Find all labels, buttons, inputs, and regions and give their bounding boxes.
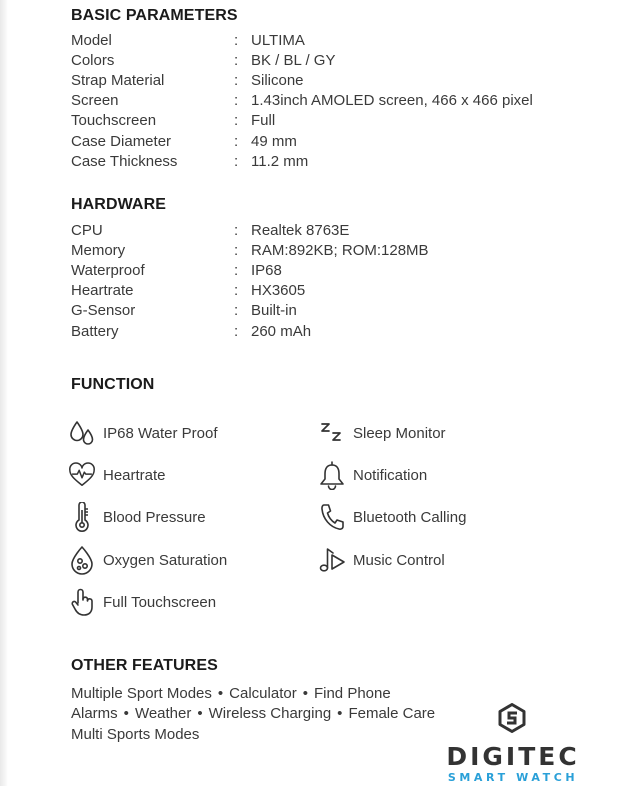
spec-colon: : (234, 322, 239, 340)
spec-row-case-diameter (71, 131, 591, 151)
basic-parameters-heading: BASIC PARAMETERS (71, 7, 238, 24)
feature-text: Weather (134, 705, 192, 723)
other-features-line (71, 683, 435, 704)
function-heading: FUNCTION (71, 376, 155, 393)
spec-colon: : (234, 241, 239, 259)
function-item-full-touchscreen (67, 584, 216, 620)
spec-row-strap-material (71, 70, 591, 90)
bullet-separator: • (123, 705, 129, 723)
bullet-separator: • (337, 705, 343, 723)
spec-row-case-thickness (71, 151, 591, 171)
feature-text: Multiple Sport Modes (71, 684, 212, 702)
spec-value: Silicone (251, 71, 304, 89)
digitec-logo-icon (497, 703, 527, 733)
spec-value: Built-in (251, 302, 297, 320)
function-label: Music Control (353, 551, 445, 569)
oxygen-drop-icon (67, 544, 97, 576)
bullet-separator: • (217, 684, 224, 702)
function-label: Full Touchscreen (103, 593, 217, 611)
other-features-line (71, 724, 435, 745)
spec-row-waterproof (71, 260, 591, 280)
spec-label: Touchscreen (71, 112, 157, 130)
hardware-heading: HARDWARE (71, 196, 167, 213)
function-label: IP68 Water Proof (103, 424, 218, 442)
spec-colon: : (234, 112, 239, 130)
function-item-notification (317, 457, 427, 493)
spec-label: Waterproof (71, 261, 145, 279)
feature-text: Find Phone (313, 684, 391, 702)
spec-value: HX3605 (251, 282, 306, 300)
spec-row-heartrate (71, 281, 591, 301)
hardware-list (71, 220, 591, 341)
bullet-separator: • (197, 705, 203, 723)
function-item-music-control (317, 542, 445, 578)
spec-colon: : (234, 302, 239, 320)
phone-icon (317, 501, 347, 533)
spec-row-screen (71, 91, 591, 111)
brand-tagline: SMART WATCH (447, 771, 579, 784)
spec-value: Realtek 8763E (251, 221, 350, 239)
page-edge-shadow (0, 0, 8, 786)
function-label: Oxygen Saturation (103, 551, 228, 569)
spec-row-colors (71, 50, 591, 70)
brand-name: DIGITEC (446, 742, 580, 771)
spec-label: Strap Material (71, 71, 165, 89)
spec-value: 260 mAh (251, 322, 312, 340)
touch-finger-icon (67, 586, 97, 618)
spec-row-memory (71, 240, 591, 260)
heart-pulse-icon (67, 459, 97, 491)
sleep-zz-icon (317, 417, 347, 449)
function-item-water-proof (67, 415, 218, 451)
spec-label: Screen (71, 92, 119, 110)
spec-label: Battery (71, 322, 119, 340)
other-features-heading: OTHER FEATURES (71, 657, 218, 674)
function-item-oxygen-saturation (67, 542, 227, 578)
spec-label: G-Sensor (71, 302, 136, 320)
spec-value: IP68 (251, 261, 282, 279)
spec-row-cpu (71, 220, 591, 240)
spec-colon: : (234, 282, 239, 300)
feature-text: Alarms (71, 705, 118, 723)
spec-label: CPU (71, 221, 103, 239)
function-item-sleep-monitor (317, 415, 446, 451)
function-label: Blood Pressure (103, 508, 206, 526)
spec-value: ULTIMA (251, 31, 305, 49)
function-item-blood-pressure (67, 499, 206, 535)
other-features-line (71, 704, 435, 725)
basic-parameters-list (71, 30, 591, 171)
function-label: Notification (353, 466, 428, 484)
spec-value: 11.2 mm (251, 152, 309, 170)
spec-colon: : (234, 152, 239, 170)
function-label: Bluetooth Calling (353, 508, 467, 526)
spec-row-g-sensor (71, 301, 591, 321)
spec-row-touchscreen (71, 111, 591, 131)
feature-text: Wireless Charging (208, 705, 332, 723)
spec-value: RAM:892KB; ROM:128MB (251, 241, 429, 259)
spec-value: 1.43inch AMOLED screen, 466 x 466 pixel (251, 92, 533, 110)
spec-value: 49 mm (251, 132, 297, 150)
bullet-separator: • (302, 684, 308, 702)
brand-block (438, 703, 588, 783)
function-item-heartrate (67, 457, 166, 493)
spec-colon: : (234, 51, 239, 69)
feature-text: Female Care (348, 705, 436, 723)
function-item-bluetooth-calling (317, 499, 466, 535)
other-features-text (71, 683, 435, 745)
spec-colon: : (234, 31, 239, 49)
spec-colon: : (234, 71, 239, 89)
function-label: Heartrate (103, 466, 166, 484)
spec-row-model (71, 30, 591, 50)
spec-label: Memory (71, 241, 126, 259)
thermometer-icon (67, 501, 97, 533)
spec-colon: : (234, 132, 239, 150)
function-label: Sleep Monitor (353, 424, 446, 442)
spec-value: Full (251, 112, 276, 130)
spec-label: Case Diameter (71, 132, 172, 150)
feature-text: Calculator (229, 684, 297, 702)
spec-label: Heartrate (71, 282, 134, 300)
spec-label: Colors (71, 51, 115, 69)
bell-icon (317, 459, 347, 491)
spec-colon: : (234, 261, 239, 279)
spec-colon: : (234, 221, 239, 239)
spec-label: Model (71, 31, 112, 49)
spec-value: BK / BL / GY (251, 51, 336, 69)
spec-colon: : (234, 92, 239, 110)
feature-text: Multi Sports Modes (71, 725, 200, 743)
spec-row-battery (71, 321, 591, 341)
spec-label: Case Thickness (71, 152, 178, 170)
music-note-icon (317, 544, 347, 576)
water-drop-icon (67, 417, 97, 449)
